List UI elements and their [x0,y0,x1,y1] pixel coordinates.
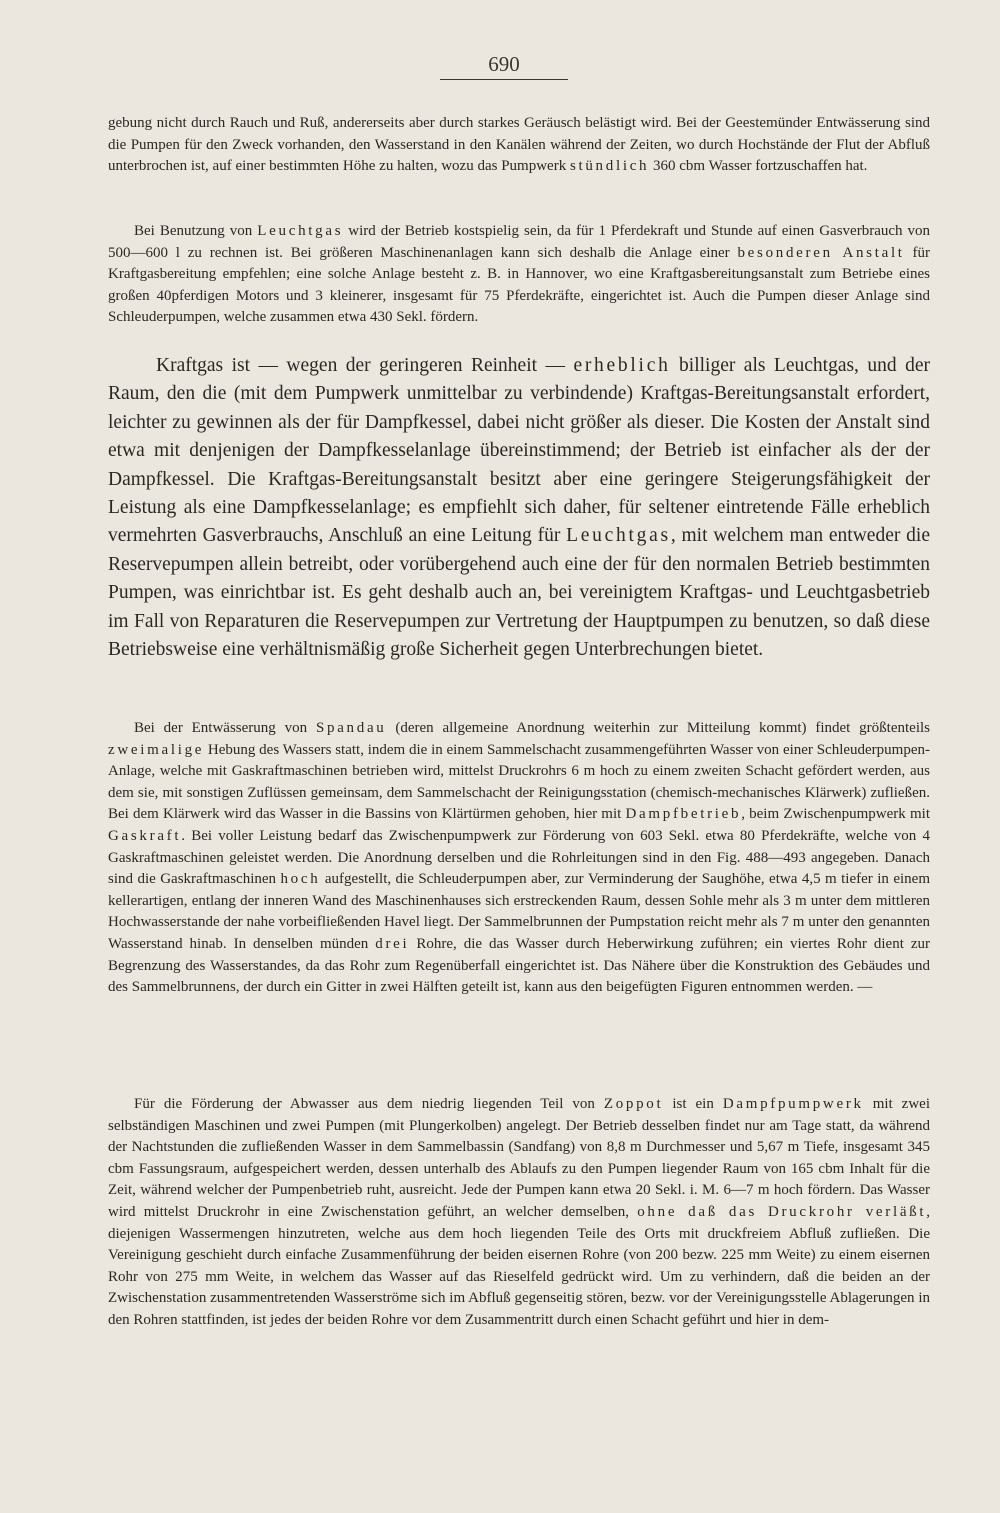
text-run: , beim Zwischenpumpwerk mit [741,806,930,823]
emphasis-spaced: Leuchtgas [257,223,344,239]
emphasis-spaced: zweimalige [108,741,205,758]
emphasis-spaced: Leuchtgas [566,525,671,547]
text-run: Hebung des Wassers statt, indem die in einem Sammelschacht zusammengeführten Wasser von einer Schleuderpumpen-Anlage, welche mit Gaskraftmaschinen betrieben wird, mittelst Druckrohrs 6 m hoch zu einem zweiten Schacht gefördert werden, aus dem sie, mit sonstigen Zuflüssen gemeinsam, dem Sammelschacht der Reinigungsstation (chemisch-mechanisches Klärwerk) zufließen. Bei dem Klärwerk wird das Wasser in die Bassins von Klärtürmen gehoben, hier mit [108,741,930,823]
emphasis-spaced: Zoppot [603,1096,664,1112]
text-run: billiger als Leuchtgas, und der Raum, den die (mit dem Pumpwerk unmittelbar zu verbindende) Kraftgas-Bereitungsanstalt erfordert, leichter zu gewinnen als der für Dampfkessel, dabei nicht größer als dieser. Die Kosten der Anstalt sind etwa mit denjenigen der Dampfkesselanlage übereinstimmend; der Betrieb ist einfacher als der der Dampfkessel. Die Kraftgas-Bereitungsanstalt besitzt aber eine geringere Steigerungsfähigkeit der Leistung als eine Dampfkesselanlage; es empfiehlt sich daher, für seltener eintretende Fälle erheblich vermehrten Gasverbrauchs, Anschluß an eine Leitung für [108,355,930,547]
text-run: aufgestellt, die Schleuderpumpen aber, zur Verminderung der Saughöhe, etwa 4,5 m tiefer in einem kellerartigen, entlang der inneren Wand des Maschinenhauses sich erstreckenden Raum, dessen Sohle mehr als 3 m unter dem mittleren Hochwasserstande der nahe vorbeifließenden Havel liegt. Der Sammelbrunnen der Pumpstation reicht mehr als 7 m unter den genannten Wasserstand hinab. In denselben münden [108,871,930,952]
paragraph-kraftgas [108,352,930,664]
text-run: gebung nicht durch Rauch und Ruß, andererseits aber durch starkes Geräusch belästigt wird. Bei der Geestemünder Entwässerung sind die Pumpen für den Zweck vorhanden, den Wasserstand in den Kanälen während der Zeiten, wo durch Hochstände der Flut der Abfluß unterbrochen ist, auf einer bestimmten Höhe zu halten, wozu das Pumpwerk [108,115,930,175]
emphasis-spaced: drei [375,935,410,952]
emphasis-spaced: stündlich [569,158,650,175]
text-run: wird der Betrieb kostspielig sein, da für 1 Pferdekraft und Stunde auf einen Gasverbrauch von 500—600 l zu rechnen ist. Bei größeren Maschinenanlagen kann sich deshalb die Anlage einer [108,223,930,261]
text-run: , mit welchem man entweder die Reservepumpen allein betreibt, oder vorübergehend auch eine der für den normalen Betrieb bestimmten Pumpen, was einrichtbar ist. Es geht deshalb auch an, bei vereinigtem Kraftgas- und Leuchtgasbetrieb im Fall von Reparaturen die Reservepumpen zur Vertretung der Hauptpumpen zu benutzen, so daß diese Betriebsweise eine verhältnismäßig große Sicherheit gegen Unterbrechungen bietet. [108,525,930,661]
text-run: für Kraftgasbereitung empfehlen; eine solche Anlage besteht z. B. in Hannover, wo eine Kraftgasbereitungsanstalt zum Betriebe eines großen 40pferdigen Motors und 3 kleinerer, insgesamt für 75 Pferdekräfte, eingerichtet ist. Auch die Pumpen dieser Anlage sind Schleuderpumpen, welche zusammen etwa 430 Sekl. fördern. [108,244,930,326]
text-run: (deren allgemeine Anordnung weiterhin zur Mitteilung kommt) findet größtenteils [386,720,930,736]
emphasis-spaced: besonderen Anstalt [737,244,905,261]
paragraph-spandau [108,718,930,999]
text-run: Bei Benutzung von [134,223,258,239]
emphasis-spaced: Dampfpumpwerk [722,1096,864,1112]
text-run: Für die Förderung der Abwasser aus dem niedrig liegenden Teil von [134,1096,604,1112]
text-run: Kraftgas ist — wegen der geringeren Reinheit — [156,355,574,376]
paragraph-zoppot [108,1094,930,1332]
text-run: Rohre, die das Wasser durch Heberwirkung zuführen; ein viertes Rohr dient zur Begrenzung des Wasserstandes, da das Rohr zum Regenüberfall eingerichtet ist. Das Nähere über die Konstruktion des Gebäudes und des Sammelbrunnens, der durch ein Gitter in zwei Hälften geteilt ist, kann aus den beigefügten Figuren entnommen werden. — [108,935,930,996]
text-run: 360 cbm Wasser fortzuschaffen hat. [649,158,868,175]
page-number: 690 [488,52,520,76]
emphasis-spaced: Dampfbetrieb [625,806,742,823]
paragraph-leuchtgas [108,221,930,329]
text-run: Bei der Entwässerung von [134,720,316,736]
text-run: mit zwei selbständigen Maschinen und zwei Pumpen (mit Plungerkolben) angelegt. Der Betrieb desselben findet nur am Tage statt, da während der Nachtstunden die zufließenden Wasser in dem Sammelbassin (Sandfang) von 8,8 m Durchmesser und 5,67 m Tiefe, insgesamt 345 cbm Fassungsraum, aufgespeichert werden, dessen unterhalb des Ablaufs zu den Pumpen liegender Raum von 165 cbm Inhalt für die Zeit, während welcher der Pumpenbetrieb ruht, ausreicht. Jede der Pumpen kann etwa 20 Sekl. i. M. 6—7 m hoch fördern. Das Wasser wird mittelst Druckrohr in eine Zwischenstation geführt, an welcher demselben, [108,1096,930,1220]
text-run: . Bei voller Leistung bedarf das Zwischenpumpwerk zur Förderung von 603 Sekl. etwa 80 Pferdekräfte, welche von 4 Gaskraftmaschinen geleistet werden. Die Anordnung derselben und die Rohrleitungen sind in den Fig. 488—493 angegeben. Danach sind die Gaskraftmaschinen [108,827,930,888]
emphasis-spaced: hoch [280,871,321,888]
text-run: ist ein [663,1096,723,1112]
text-run: , diejenigen Wassermengen hinzutreten, welche aus dem hoch liegenden Teile des Orts mit druckfreiem Abfluß zufließen. Die Vereinigung geschieht durch einfache Zusammenführung der beiden eisernen Rohre (von 200 bezw. 225 mm Weite) zu einem eisernen Rohr von 275 mm Weite, in welchem das Wasser auf das Rieselfeld gedrückt wird. Um zu verhindern, daß die beiden an der Zwischenstation zusammentretenden Wasserströme sich im Abfluß gegenseitig stören, bezw. vor der Vereinigungsstelle Ablagerungen in den Rohren stattfinden, ist jedes der beiden Rohre vor dem Zusammentritt durch einen Schacht geführt und hier in dem- [108,1203,930,1328]
emphasis-spaced: Gaskraft [108,827,182,844]
header-rule [440,79,568,80]
emphasis-spaced: erheblich [573,355,671,376]
emphasis-spaced: Spandau [315,720,387,736]
paragraph-geestemuende [108,113,930,178]
page-header [440,52,568,80]
emphasis-spaced: ohne daß das Druckrohr verläßt [637,1203,927,1220]
